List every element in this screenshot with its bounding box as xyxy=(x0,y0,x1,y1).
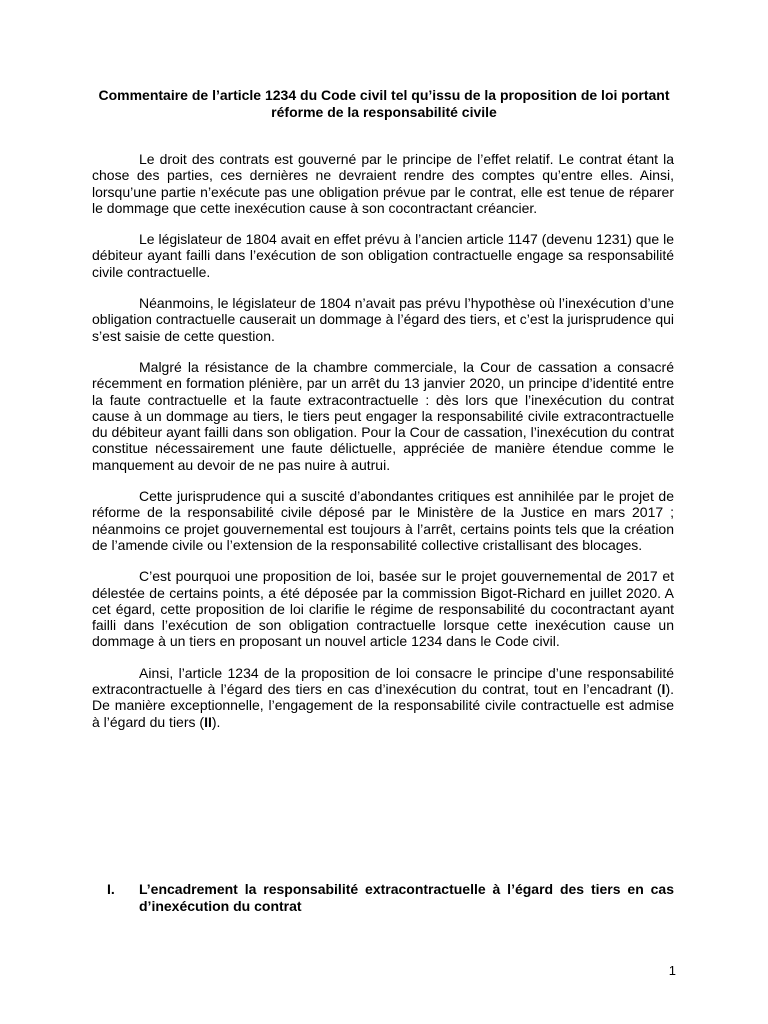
announcement-text-3: ). xyxy=(211,713,221,730)
announcement-ref-2: II xyxy=(204,713,212,730)
document-body xyxy=(92,151,674,745)
paragraph-legislator-1804: Le législateur de 1804 avait en effet prévu à l’ancien article 1147 (devenu 1231) que le débiteur ayant failli dans l’exécution de son obligation contractuelle engage sa responsabilité civile contractuelle. xyxy=(92,231,674,280)
paragraph-bill-proposal: C’est pourquoi une proposition de loi, basée sur le projet gouvernemental de 2017 et délestée de certains points, a été déposée par la commission Bigot-Richard en juillet 2020. A cet égard, cette proposition de loi clarifie le régime de responsabilité du cocontractant ayant failli dans l’exécution de son obligation contractuelle lorsque cette inexécution cause un dommage à un tiers en proposant un nouvel article 1234 dans le Code civil. xyxy=(92,568,674,650)
announcement-text-2: ). De manière exceptionnelle, l’engagement de la responsabilité civile contractuelle est admise à l’égard du tiers ( xyxy=(92,681,674,730)
paragraph-jurisprudence: Malgré la résistance de la chambre commerciale, la Cour de cassation a consacré récemment en formation plénière, par un arrêt du 13 janvier 2020, un principe d’identité entre la faute contractuelle et la faute extracontractuelle : dès lors que l’inexécution du contrat cause à un dommage au tiers, le tiers peut engager la responsabilité civile extracontractuelle du débiteur ayant failli dans son obligation. Pour la Cour de cassation, l’inexécution du contrat constitue nécessairement une faute délictuelle, appréciée de manière étendue comme le manquement au devoir de ne pas nuire à autrui. xyxy=(92,358,674,473)
paragraph-intro: Le droit des contrats est gouverné par le principe de l’effet relatif. Le contrat étant la chose des parties, ces dernières ne devraient rendre des comptes qu’entre elles. Ainsi, lorsqu’une partie n’exécute pas une obligation prévue par le contrat, elle est tenue de réparer le dommage que cette inexécution cause à son cocontractant créancier. xyxy=(92,151,674,216)
section-title: L’encadrement la responsabilité extracontractuelle à l’égard des tiers en cas d’inexécution du contrat xyxy=(139,881,674,914)
announcement-ref-1: I xyxy=(661,681,666,698)
paragraph-reform-project: Cette jurisprudence qui a suscité d’abondantes critiques est annihilée par le projet de réforme de la responsabilité civile déposé par le Ministère de la Justice en mars 2017 ; néanmoins ce projet gouvernemental est toujours à l’arrêt, certains points tels que la création de l’amende civile ou l’extension de la responsabilité collective cristallisant des blocages. xyxy=(92,488,674,553)
section-heading-1 xyxy=(107,881,674,915)
document-title: Commentaire de l’article 1234 du Code civil tel qu’issu de la proposition de loi portant réforme de la responsabilité civile xyxy=(98,87,670,120)
announcement-text-1: Ainsi, l’article 1234 de la proposition de loi consacre le principe d’une responsabilité extracontractuelle à l’égard des tiers en cas d’inexécution du contrat, tout en l’encadrant ( xyxy=(92,664,674,698)
paragraph-lacuna: Néanmoins, le législateur de 1804 n’avait pas prévu l’hypothèse où l’inexécution d’une obligation contractuelle causerait un dommage à l’égard des tiers, et c’est la jurisprudence qui s’est saisie de cette question. xyxy=(92,295,674,344)
section-number: I. xyxy=(107,881,115,897)
page-number: 1 xyxy=(668,963,676,978)
paragraph-announcement xyxy=(92,665,674,730)
